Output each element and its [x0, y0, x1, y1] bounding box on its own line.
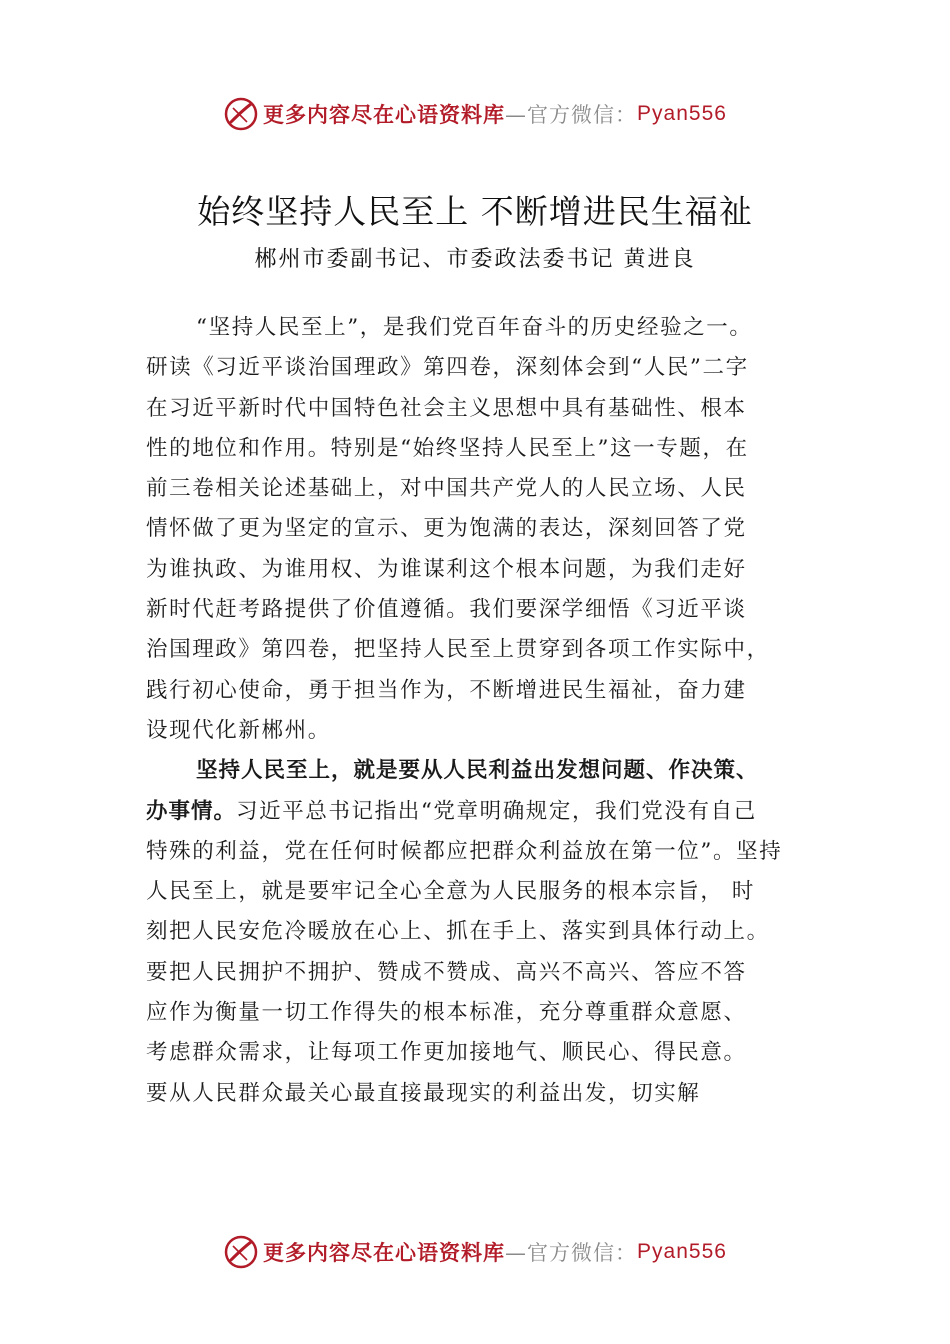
bold-heading-end: 办事情。	[146, 798, 237, 824]
text-line: 设现代化新郴州。	[146, 717, 331, 743]
banner-prefix: 更多内容尽在心语资料库	[263, 103, 506, 127]
banner-wechat-id: Pyan556	[637, 1240, 727, 1263]
author-line: 郴州市委副书记、市委政法委书记 黄进良	[254, 247, 696, 272]
bold-heading-line: 坚持人民至上，就是要从人民利益出发想问题、作决策、	[196, 758, 759, 784]
text-line: 特殊的利益，党在任何时候都应把群众利益放在第一位”。坚持	[146, 838, 783, 864]
text-line: 要把人民拥护不拥护、赞成不赞成、高兴不高兴、答应不答	[146, 959, 747, 985]
article-body	[146, 308, 806, 1114]
banner-middle: —官方微信：	[505, 1241, 638, 1265]
text-line: 考虑群众需求，让每项工作更加接地气、顺民心、得民意。	[146, 1040, 747, 1066]
text-line: 人民至上，就是要牢记全心全意为人民服务的根本宗旨， 时	[146, 879, 756, 905]
text-line: 前三卷相关论述基础上，对中国共产党人的人民立场、人民	[146, 476, 747, 502]
banner-wechat-id: Pyan556	[637, 102, 727, 125]
text-line: 研读《习近平谈治国理政》第四卷，深刻体会到“人民”二字	[146, 355, 749, 381]
text-line: 践行初心使命，勇于担当作为，不断增进民生福祉，奋力建	[146, 677, 747, 703]
banner-prefix: 更多内容尽在心语资料库	[263, 1241, 506, 1265]
text-line: “坚持人民至上”，是我们党百年奋斗的历史经验之一。	[196, 315, 753, 340]
text-line: 要从人民群众最关心最直接最现实的利益出发，切实解	[146, 1080, 701, 1106]
footer-watermark-banner	[0, 1232, 950, 1272]
header-watermark-banner	[0, 94, 950, 134]
brush-logo-icon	[223, 96, 259, 132]
text-span: 习近平总书记指出“党章明确规定，我们党没有自己	[236, 798, 757, 824]
paragraph-2	[146, 751, 806, 1114]
text-line: 应作为衡量一切工作得失的根本标准，充分尊重群众意愿、	[146, 1000, 747, 1026]
document-title: 始终坚持人民至上 不断增进民生福祉	[197, 192, 753, 231]
text-line: 新时代赶考路提供了价值遵循。我们要深学细悟《习近平谈	[146, 597, 747, 623]
paragraph-1	[146, 308, 806, 751]
brush-logo-icon	[223, 1234, 259, 1270]
text-line: 情怀做了更为坚定的宣示、更为饱满的表达，深刻回答了党	[146, 516, 747, 542]
text-line: 治国理政》第四卷，把坚持人民至上贯穿到各项工作实际中，	[146, 637, 770, 663]
text-line: 性的地位和作用。特别是“始终坚持人民至上”这一专题，在	[146, 435, 749, 461]
text-line: 在习近平新时代中国特色社会主义思想中具有基础性、根本	[146, 395, 747, 421]
text-line	[146, 792, 806, 832]
text-line: 刻把人民安危冷暖放在心上、抓在手上、落实到具体行动上。	[146, 919, 770, 945]
text-line: 为谁执政、为谁用权、为谁谋利这个根本问题，为我们走好	[146, 556, 747, 582]
banner-middle: —官方微信：	[505, 103, 638, 127]
